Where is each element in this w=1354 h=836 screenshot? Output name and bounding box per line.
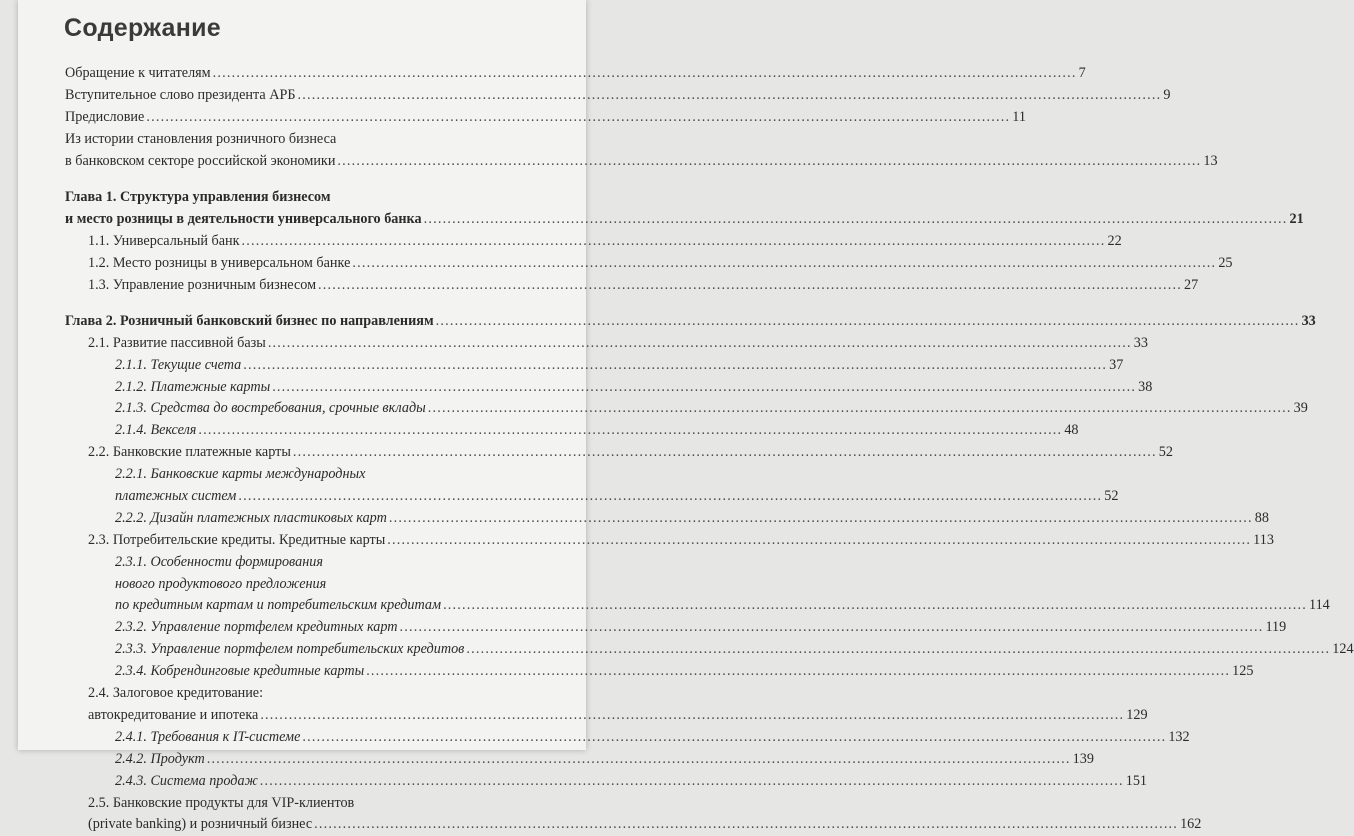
toc-page-number: 52 <box>1158 444 1173 461</box>
toc-page-number: 11 <box>1012 108 1026 125</box>
dot-leader <box>213 63 1077 85</box>
toc-entry-line <box>65 231 1122 253</box>
toc-page-number: 21 <box>1289 210 1304 227</box>
toc-entry-title: нового продуктового предложения <box>115 575 327 592</box>
toc-entry-title: 2.1. Развитие пассивной базы <box>88 334 266 351</box>
dot-leader <box>207 749 1071 771</box>
toc-entry-line <box>65 253 1233 275</box>
toc-page-number: 124 <box>1332 641 1354 658</box>
toc-entry-line <box>65 187 561 209</box>
toc-entry-line <box>65 355 1124 377</box>
toc-entry-title: 2.1.3. Средства до востребования, срочные вклады <box>115 400 426 417</box>
toc-entry-title: Глава 2. Розничный банковский бизнес по направлениям <box>65 312 434 329</box>
toc-entry-line <box>65 209 1304 231</box>
toc-page-number: 7 <box>1078 65 1086 81</box>
toc-entry-title: 1.2. Место розницы в универсальном банке <box>88 254 351 271</box>
toc-page-number: 13 <box>1203 152 1218 169</box>
toc-entry-title: 2.2. Банковские платежные карты <box>88 444 291 461</box>
toc-entry-title: и место розницы в деятельности универсального банка <box>65 210 422 227</box>
toc-page-number: 39 <box>1293 400 1308 417</box>
page-title: Содержание <box>64 14 222 42</box>
dot-leader <box>198 420 1062 442</box>
dot-leader <box>243 355 1107 377</box>
toc-entry-title: Обращение к читателям <box>65 65 211 81</box>
dot-leader <box>436 311 1300 333</box>
dot-leader <box>466 639 1330 661</box>
toc-page-number: 33 <box>1133 334 1148 351</box>
toc-page-number: 132 <box>1168 728 1190 745</box>
dot-leader <box>366 661 1230 683</box>
dot-leader <box>260 705 1124 727</box>
toc-entry-line <box>65 63 1086 85</box>
dot-leader <box>146 107 1010 129</box>
toc-page-number: 113 <box>1253 531 1274 548</box>
toc-page-number: 114 <box>1309 597 1330 614</box>
toc-entry-line <box>65 814 1202 836</box>
toc-page-number: 25 <box>1218 254 1233 271</box>
toc-entry-title: Вступительное слово президента АРБ <box>65 86 296 103</box>
toc-entry-line <box>65 311 1316 333</box>
table-of-contents <box>65 63 1354 836</box>
toc-entry-title: 2.3.4. Кобрендинговые кредитные карты <box>115 663 365 680</box>
toc-entry-title: в банковском секторе российской экономики <box>65 152 336 169</box>
book-page <box>18 0 1354 833</box>
dot-leader <box>352 253 1216 275</box>
toc-entry-line <box>65 398 1308 420</box>
dot-leader <box>424 209 1288 231</box>
toc-entry-title: 2.3.3. Управление портфелем потребительских кредитов <box>115 641 465 658</box>
dot-leader <box>293 442 1157 464</box>
dot-leader <box>260 771 1124 793</box>
toc-entry-line <box>65 333 1148 355</box>
toc-page-number: 33 <box>1301 312 1316 329</box>
toc-page-number: 162 <box>1180 816 1202 833</box>
toc-entry-title: 2.1.1. Текущие счета <box>115 356 242 373</box>
toc-entry-title: платежных систем <box>115 488 237 505</box>
toc-entry-line <box>65 420 1079 442</box>
toc-entry-title: 2.4. Залоговое кредитование: <box>88 685 264 702</box>
dot-leader <box>314 814 1178 836</box>
dot-leader <box>400 617 1264 639</box>
dot-leader <box>337 151 1201 173</box>
dot-leader <box>302 727 1166 749</box>
toc-entry-line <box>65 793 561 815</box>
dot-leader <box>318 275 1182 297</box>
toc-page-number: 22 <box>1107 232 1122 249</box>
toc-entry-line <box>65 574 561 596</box>
toc-entry-title: 2.5. Банковские продукты для VIP-клиентов <box>88 794 355 811</box>
dot-leader <box>389 508 1253 530</box>
toc-entry-line <box>65 552 561 574</box>
toc-entry-line <box>65 508 1269 530</box>
toc-entry-title: 2.4.1. Требования к IT-системе <box>115 728 301 745</box>
toc-entry-title: Из истории становления розничного бизнеса <box>65 130 337 147</box>
toc-page-number: 27 <box>1183 276 1199 293</box>
toc-page-number: 37 <box>1109 356 1124 373</box>
toc-entry-title: 1.1. Универсальный банк <box>88 232 240 249</box>
toc-entry-line <box>65 639 1354 661</box>
toc-entry-title: (private banking) и розничный бизнес <box>88 816 313 833</box>
toc-entry-title: Предисловие <box>65 108 145 125</box>
toc-entry-line <box>65 683 561 705</box>
toc-page-number: 129 <box>1126 706 1148 723</box>
toc-entry-line <box>65 275 1199 297</box>
toc-entry-line <box>65 464 561 486</box>
dot-leader <box>443 595 1307 617</box>
toc-entry-title: 2.2.2. Дизайн платежных пластиковых карт <box>115 509 387 526</box>
toc-entry-title: 2.1.2. Платежные карты <box>115 378 271 395</box>
toc-entry-line <box>65 727 1190 749</box>
toc-entry-line <box>65 377 1153 399</box>
toc-page-number: 88 <box>1254 509 1269 526</box>
dot-leader <box>272 377 1136 399</box>
toc-entry-title: 2.3.2. Управление портфелем кредитных карт <box>115 619 398 636</box>
toc-entry-line <box>65 442 1173 464</box>
toc-entry-line <box>65 771 1147 793</box>
dot-leader <box>238 486 1102 508</box>
toc-entry-line <box>65 129 561 151</box>
toc-page-number: 48 <box>1064 422 1079 439</box>
toc-page-number: 38 <box>1138 378 1153 395</box>
toc-entry-line <box>65 661 1254 683</box>
toc-entry-title: по кредитным картам и потребительским кредитам <box>115 597 442 614</box>
toc-entry-title: 2.2.1. Банковские карты международных <box>115 466 366 483</box>
toc-entry-title: 2.4.2. Продукт <box>115 750 205 767</box>
toc-entry-line <box>65 85 1171 107</box>
toc-entry-line <box>65 486 1119 508</box>
toc-page-number: 125 <box>1232 663 1254 680</box>
toc-entry-title: Глава 1. Структура управления бизнесом <box>65 188 331 205</box>
toc-page-number: 52 <box>1104 488 1119 505</box>
toc-entry-line <box>65 617 1287 639</box>
toc-page-number: 151 <box>1125 772 1147 789</box>
toc-entry-title: 2.4.3. Система продаж <box>115 772 258 789</box>
toc-entry-title: 2.3.1. Особенности формирования <box>115 553 323 570</box>
toc-entry-line <box>65 530 1274 552</box>
toc-entry-line <box>65 749 1094 771</box>
toc-page-number: 9 <box>1163 86 1171 103</box>
dot-leader <box>428 398 1292 420</box>
toc-page-number: 119 <box>1265 619 1287 636</box>
dot-leader <box>297 85 1161 107</box>
dot-leader <box>242 231 1106 253</box>
toc-entry-title: 2.3. Потребительские кредиты. Кредитные карты <box>88 531 386 548</box>
toc-entry-title: 1.3. Управление розничным бизнесом <box>88 276 317 293</box>
toc-entry-line <box>65 107 1026 129</box>
toc-entry-line <box>65 705 1148 727</box>
toc-entry-title: 2.1.4. Векселя <box>115 422 197 439</box>
toc-entry-line <box>65 151 1218 173</box>
toc-page-number: 139 <box>1072 750 1094 767</box>
dot-leader <box>268 333 1132 355</box>
toc-entry-line <box>65 595 1330 617</box>
toc-entry-title: автокредитование и ипотека <box>88 706 259 723</box>
dot-leader <box>387 530 1251 552</box>
